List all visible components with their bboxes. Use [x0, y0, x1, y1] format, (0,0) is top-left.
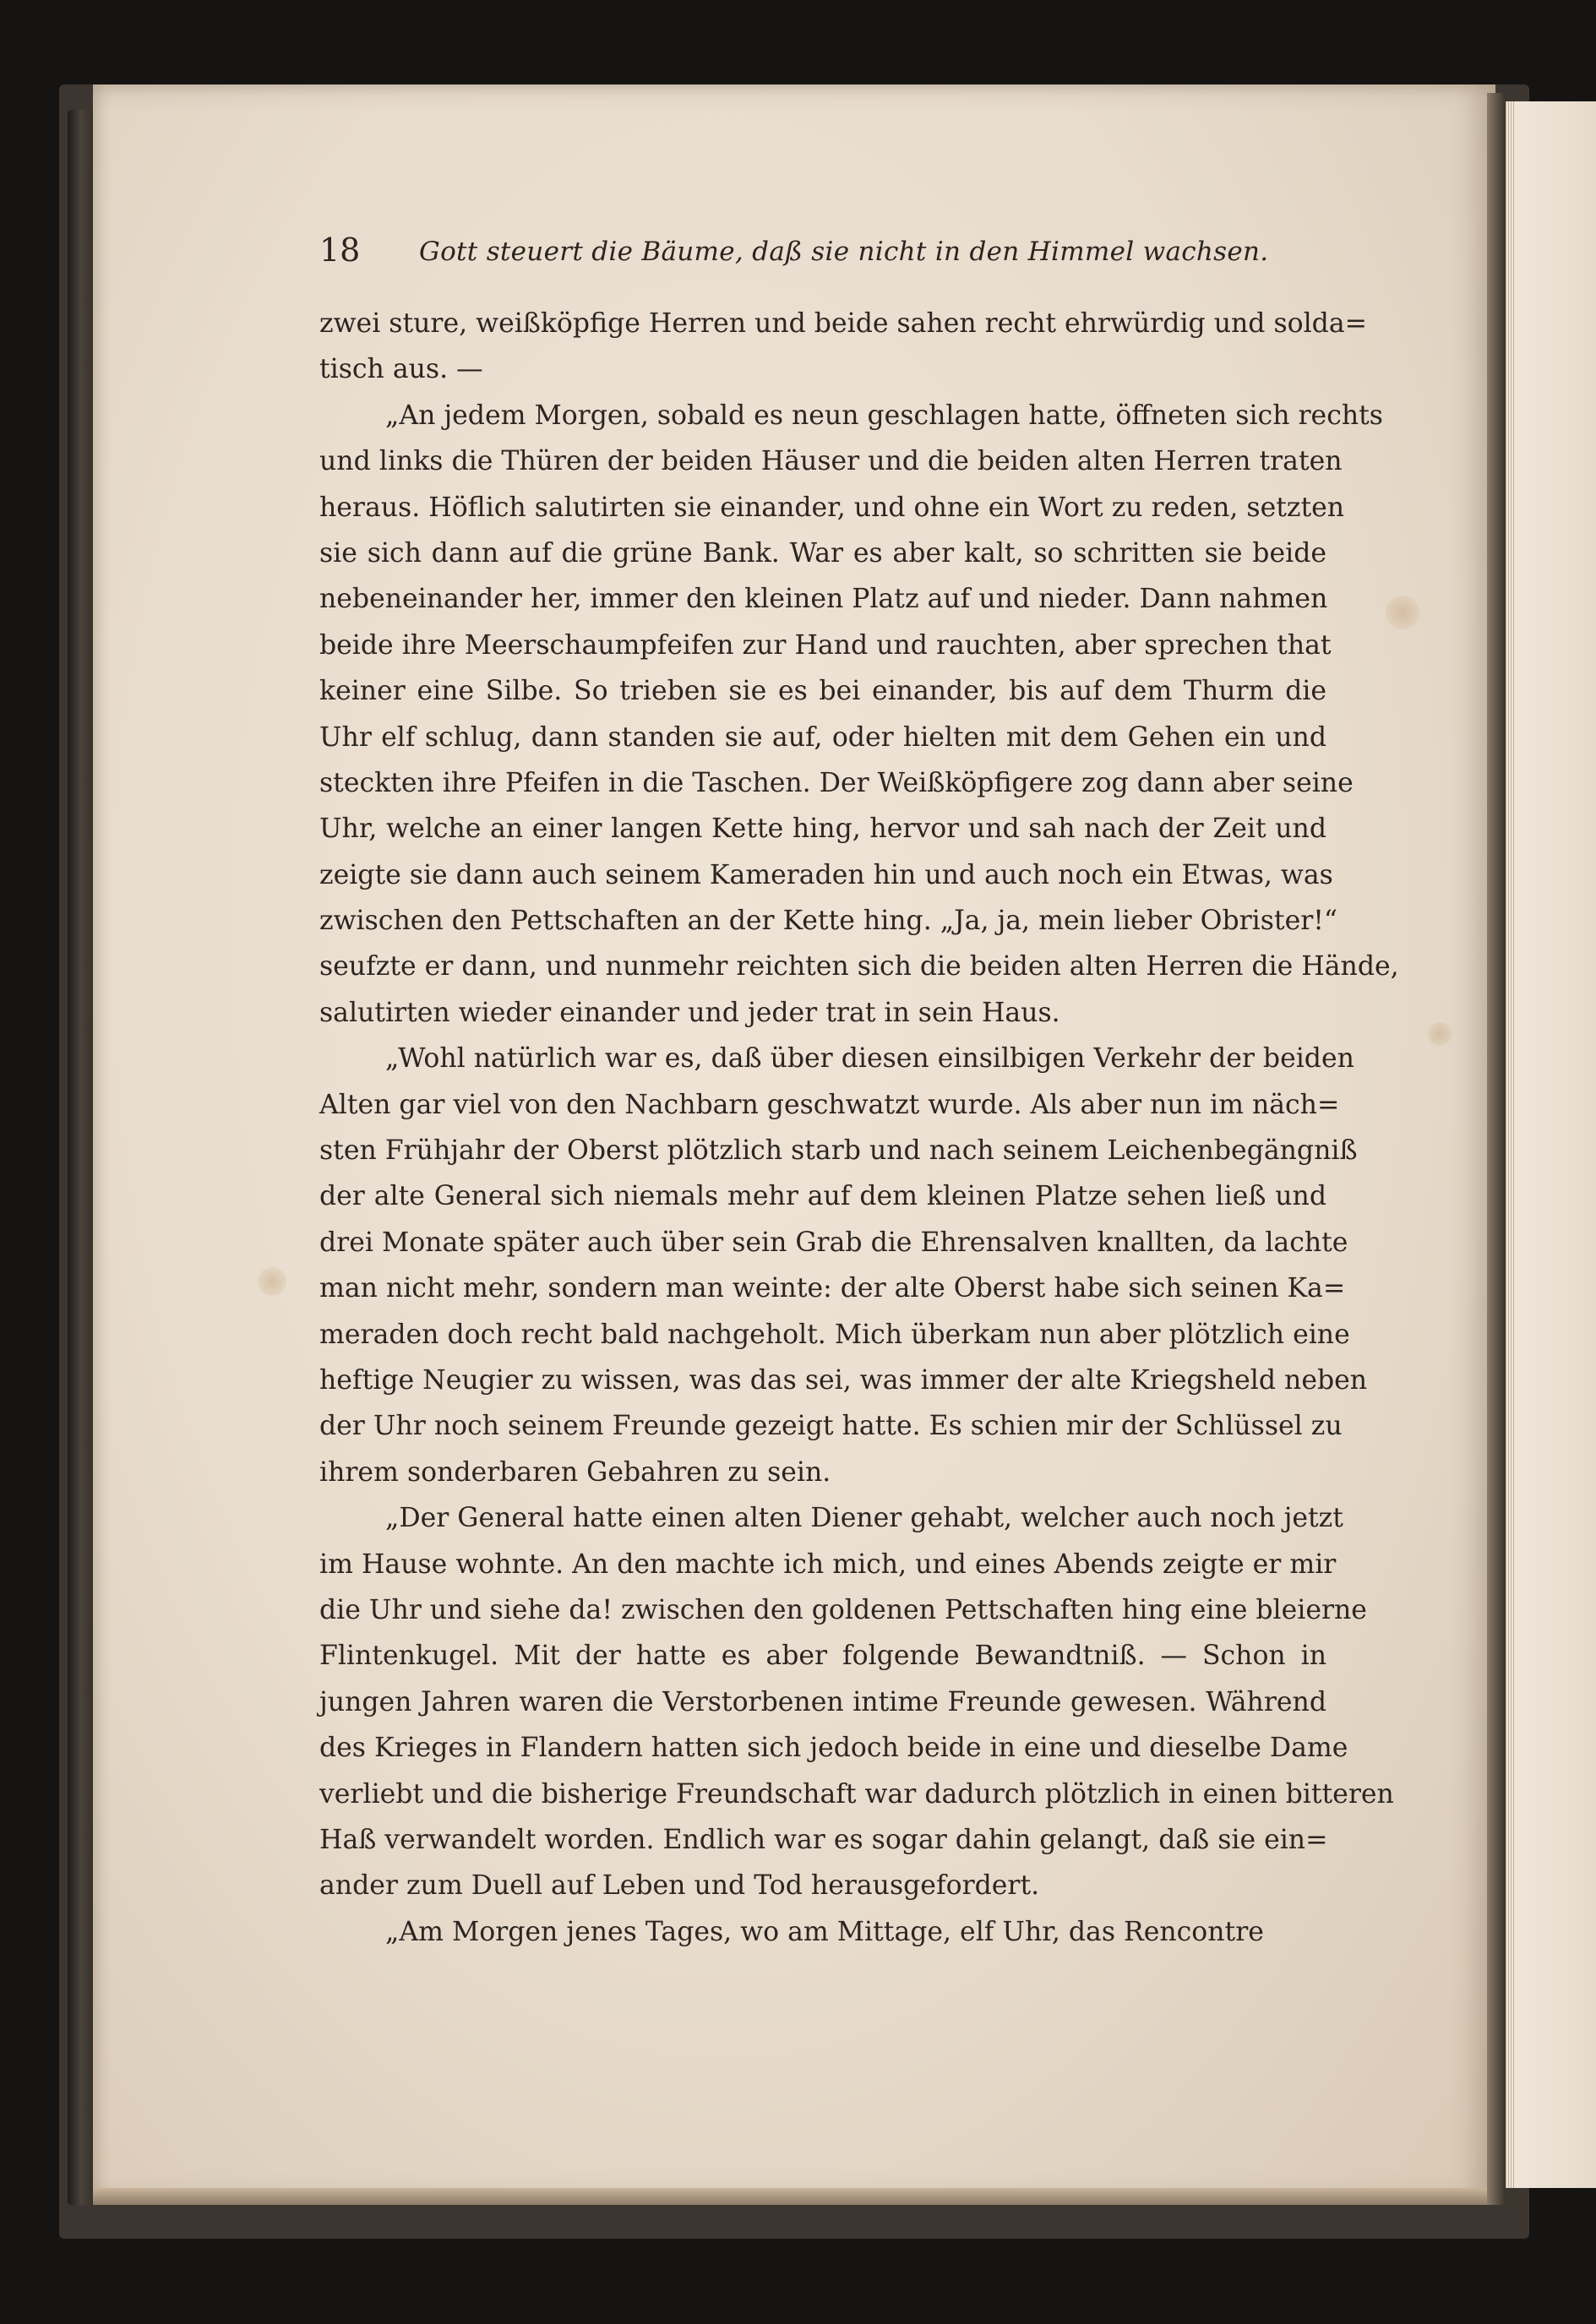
text-line: keiner eine Silbe. So trieben sie es bei einander, bis auf dem Thurm die [319, 676, 1326, 707]
text-line: seufzte er dann, und nunmehr reichten sich die beiden alten Herren die Hände, [319, 951, 1399, 982]
text-line: tisch aus. — [319, 354, 483, 385]
text-line: Alten gar viel von den Nachbarn geschwatzt wurde. Als aber nun im näch= [319, 1089, 1340, 1120]
facing-page-stack [1506, 101, 1514, 2188]
text-line: nebeneinander her, immer den kleinen Platz auf und nieder. Dann nahmen [319, 584, 1328, 615]
text-line: meraden doch recht bald nachgeholt. Mich überkam nun aber plötzlich eine [319, 1319, 1350, 1350]
text-line: der alte General sich niemals mehr auf dem kleinen Platze sehen ließ und [319, 1181, 1326, 1212]
text-line: beide ihre Meerschaumpfeifen zur Hand und rauchten, aber sprechen that [319, 629, 1332, 661]
running-head: Gott steuert die Bäume, daß sie nicht in den Himmel wachsen. [419, 237, 1269, 267]
text-line: Uhr elf schlug, dann standen sie auf, oder hielten mit dem Gehen ein und [319, 721, 1326, 753]
text-line: jungen Jahren waren die Verstorbenen intime Freunde gewesen. Während [319, 1686, 1326, 1717]
page-header [319, 231, 1269, 282]
body-text [319, 301, 1399, 1955]
text-line: steckten ihre Pfeifen in die Taschen. Der Weißköpfigere zog dann aber seine [319, 767, 1354, 798]
text-line: und links die Thüren der beiden Häuser und die beiden alten Herren traten [319, 446, 1343, 477]
text-line: ander zum Duell auf Leben und Tod herausgefordert. [319, 1870, 1040, 1902]
text-line: salutirten wieder einander und jeder trat in sein Haus. [319, 997, 1060, 1028]
text-line: des Krieges in Flandern hatten sich jedoch beide in eine und dieselbe Dame [319, 1733, 1348, 1764]
text-line: Haß verwandelt worden. Endlich war es sogar dahin gelangt, daß sie ein= [319, 1824, 1328, 1855]
text-line: heraus. Höflich salutirten sie einander, und ohne ein Wort zu reden, setzten [319, 492, 1345, 523]
text-line: heftige Neugier zu wissen, was das sei, was immer der alte Kriegsheld neben [319, 1364, 1368, 1396]
text-line: Uhr, welche an einer langen Kette hing, hervor und sah nach der Zeit und [319, 814, 1326, 845]
paper-stain [1428, 1022, 1452, 1046]
text-line: die Uhr und siehe da! zwischen den goldenen Pettschaften hing eine bleierne [319, 1594, 1367, 1625]
text-line: sie sich dann auf die grüne Bank. War es aber kalt, so schritten sie beide [319, 537, 1326, 569]
text-line: ihrem sonderbaren Gebahren zu sein. [319, 1456, 831, 1488]
text-line: „Am Morgen jenes Tages, wo am Mittage, elf Uhr, das Rencontre [385, 1916, 1264, 1947]
text-line: „Der General hatte einen alten Diener gehabt, welcher auch noch jetzt [385, 1503, 1343, 1534]
text-line: man nicht mehr, sondern man weinte: der alte Oberst habe sich seinen Ka= [319, 1273, 1346, 1304]
text-line: verliebt und die bisherige Freundschaft war dadurch plötzlich in einen bitteren [319, 1778, 1394, 1810]
text-line: sten Frühjahr der Oberst plötzlich starb und nach seinem Leichenbegängniß [319, 1135, 1358, 1167]
text-line: drei Monate später auch über sein Grab die Ehrensalven knallten, da lachte [319, 1227, 1348, 1258]
text-line: „An jedem Morgen, sobald es neun geschlagen hatte, öffneten sich rechts [385, 400, 1383, 431]
text-line: der Uhr noch seinem Freunde gezeigt hatte. Es schien mir der Schlüssel zu [319, 1411, 1343, 1442]
text-line: im Hause wohnte. An den machte ich mich, und eines Abends zeigte er mir [319, 1548, 1337, 1580]
text-line: „Wohl natürlich war es, daß über diesen einsilbigen Verkehr der beiden [385, 1043, 1354, 1075]
facing-page-edge [1506, 101, 1596, 2188]
paper-stain [258, 1267, 286, 1296]
page-number: 18 [319, 231, 361, 269]
paper-stain [1386, 596, 1419, 629]
text-line: zeigte sie dann auch seinem Kameraden hin und auch noch ein Etwas, was [319, 859, 1333, 890]
page-bottom-edge [93, 2188, 1495, 2205]
book-gutter [1487, 93, 1506, 2205]
text-line: Flintenkugel. Mit der hatte es aber folgende Bewandtniß. — Schon in [319, 1641, 1326, 1672]
text-line: zwischen den Pettschaften an der Kette hing. „Ja, ja, mein lieber Obrister!“ [319, 906, 1338, 937]
text-line: zwei sture, weißköpfige Herren und beide sahen recht ehrwürdig und solda= [319, 308, 1367, 339]
